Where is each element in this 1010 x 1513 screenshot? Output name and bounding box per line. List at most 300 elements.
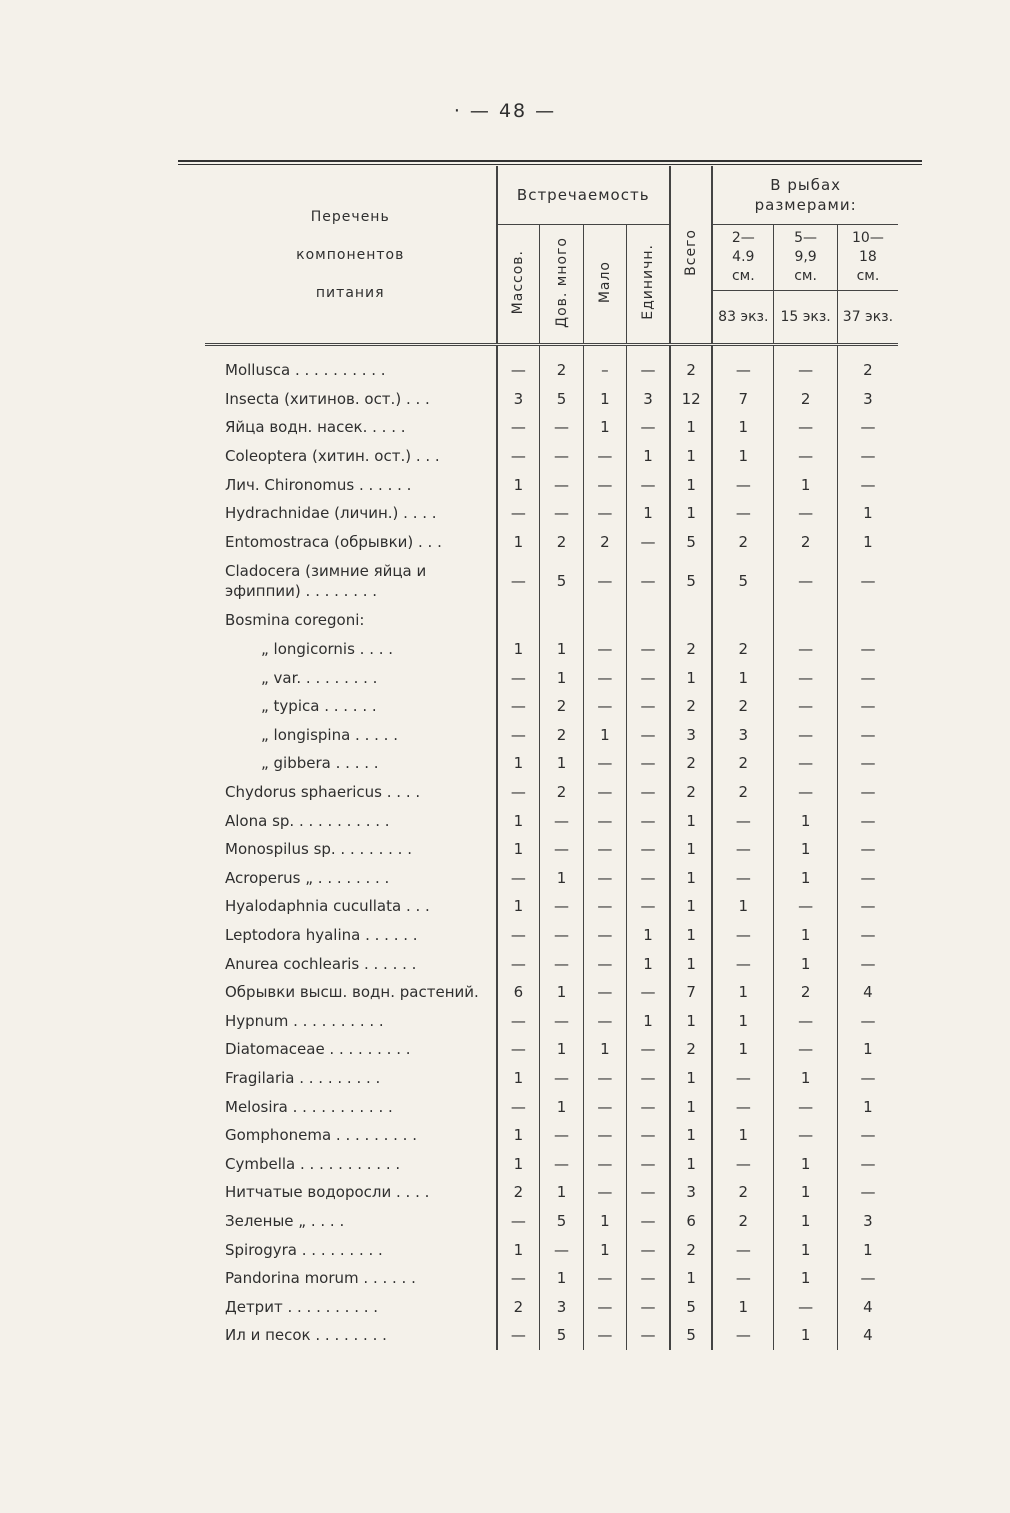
component-name-text: Cladocera (зимние яйца и эфиппии) . . . . . . . . <box>225 562 427 601</box>
occurrence-single-cell: — <box>627 806 670 835</box>
components-header <box>205 166 497 345</box>
fish-small-cell: 1 <box>712 1035 774 1064</box>
occurrence-group-header: Встречаемость <box>497 166 670 225</box>
occurrence-many-cell <box>540 606 583 635</box>
occurrence-many-cell: 1 <box>540 978 583 1007</box>
fish-medium-cell: — <box>774 499 838 528</box>
fish-large-cell: — <box>837 556 898 606</box>
table-row <box>205 606 898 635</box>
table-row <box>205 749 898 778</box>
fish-medium-cell: — <box>774 635 838 664</box>
occurrence-many-cell: 5 <box>540 1321 583 1350</box>
component-name-text: Зеленые „ . . . . <box>225 1211 345 1230</box>
fish-small-cell: — <box>712 470 774 499</box>
fish-small-cell: 2 <box>712 749 774 778</box>
component-name-text: Coleoptera (хитин. ост.) . . . <box>225 447 440 466</box>
fish-small-cell: — <box>712 1264 774 1293</box>
occurrence-few-cell: — <box>583 470 626 499</box>
component-name-text: Anurea cochlearis . . . . . . <box>225 954 417 973</box>
occurrence-many-cell: 3 <box>540 1292 583 1321</box>
table-row <box>205 528 898 557</box>
occurrence-single-cell: — <box>627 1149 670 1178</box>
occurrence-few-cell: — <box>583 1264 626 1293</box>
table-row <box>205 556 898 606</box>
component-name <box>205 1207 497 1236</box>
table-row <box>205 413 898 442</box>
table-row <box>205 692 898 721</box>
occurrence-mass-cell: 1 <box>497 635 540 664</box>
fish-medium-cell: 2 <box>774 978 838 1007</box>
occurrence-few-cell: 1 <box>583 385 626 414</box>
component-name <box>205 921 497 950</box>
occurrence-mass-cell: — <box>497 778 540 807</box>
occurrence-few-cell: — <box>583 749 626 778</box>
occurrence-many-cell: 1 <box>540 1035 583 1064</box>
total-cell: 2 <box>670 1235 712 1264</box>
occurrence-many-cell: 5 <box>540 556 583 606</box>
occurrence-many-header <box>540 225 583 345</box>
total-cell: 1 <box>670 499 712 528</box>
component-name <box>205 1149 497 1178</box>
table-row <box>205 1178 898 1207</box>
occurrence-many-cell: — <box>540 892 583 921</box>
total-cell: 1 <box>670 921 712 950</box>
component-name <box>205 806 497 835</box>
occurrence-mass-cell: 3 <box>497 385 540 414</box>
fish-small-cell: 1 <box>712 1292 774 1321</box>
occurrence-mass-cell: — <box>497 499 540 528</box>
total-cell: 1 <box>670 864 712 893</box>
components-header-label: Перечень компонентов питания <box>296 208 405 301</box>
table-row <box>205 835 898 864</box>
table-row <box>205 978 898 1007</box>
occurrence-mass-cell: 1 <box>497 470 540 499</box>
occurrence-single-cell: — <box>627 663 670 692</box>
component-name-text: Нитчатые водоросли . . . . <box>225 1183 430 1202</box>
occurrence-few-cell: 1 <box>583 1207 626 1236</box>
table-row <box>205 1006 898 1035</box>
component-name <box>205 749 497 778</box>
size-medium-label: 5—9,9 см. <box>794 229 818 284</box>
occurrence-single-cell: 1 <box>627 442 670 471</box>
fish-medium-cell: — <box>774 442 838 471</box>
occurrence-mass-cell: 2 <box>497 1178 540 1207</box>
fish-medium-cell: — <box>774 413 838 442</box>
fish-large-cell: — <box>837 806 898 835</box>
component-name-text: Acroperus „ . . . . . . . . <box>225 868 390 887</box>
occurrence-few-cell: — <box>583 806 626 835</box>
occurrence-many-cell: — <box>540 1064 583 1093</box>
size-large-label: 10—18 см. <box>852 229 884 284</box>
total-cell: 1 <box>670 1064 712 1093</box>
food-components-table-container <box>205 166 898 1350</box>
total-cell: 5 <box>670 556 712 606</box>
occurrence-mass-cell: — <box>497 1035 540 1064</box>
occurrence-many-label: Дов. много <box>553 236 570 328</box>
fish-medium-cell: 1 <box>774 921 838 950</box>
size-header-small <box>712 225 774 291</box>
fish-large-cell: — <box>837 864 898 893</box>
occurrence-few-cell: — <box>583 892 626 921</box>
table-row <box>205 892 898 921</box>
fish-large-cell <box>837 606 898 635</box>
total-cell: 1 <box>670 949 712 978</box>
fish-small-cell: — <box>712 835 774 864</box>
component-name <box>205 778 497 807</box>
count-header-large: 37 экз. <box>837 290 898 344</box>
occurrence-few-cell: — <box>583 835 626 864</box>
fish-large-cell: — <box>837 749 898 778</box>
occurrence-many-cell: — <box>540 1006 583 1035</box>
table-row <box>205 778 898 807</box>
total-cell: 1 <box>670 413 712 442</box>
occurrence-single-cell <box>627 606 670 635</box>
fish-large-cell: — <box>837 635 898 664</box>
component-name-text: Monospilus sp. . . . . . . . . <box>225 840 412 859</box>
fish-medium-cell: — <box>774 721 838 750</box>
fish-medium-cell: — <box>774 1121 838 1150</box>
total-cell: 2 <box>670 692 712 721</box>
occurrence-few-cell: — <box>583 1006 626 1035</box>
top-rule <box>178 160 922 165</box>
fish-large-cell: — <box>837 1006 898 1035</box>
component-name <box>205 835 497 864</box>
occurrence-many-cell: 1 <box>540 635 583 664</box>
occurrence-many-cell: 1 <box>540 1092 583 1121</box>
fish-size-group-label: В рыбах размерами: <box>754 176 857 214</box>
occurrence-single-cell: — <box>627 721 670 750</box>
occurrence-few-cell: — <box>583 1292 626 1321</box>
occurrence-mass-cell: — <box>497 949 540 978</box>
component-name-text: Детрит . . . . . . . . . . <box>225 1297 379 1316</box>
table-row <box>205 470 898 499</box>
occurrence-few-cell <box>583 606 626 635</box>
component-name <box>205 663 497 692</box>
component-name <box>205 1006 497 1035</box>
total-cell: 3 <box>670 1178 712 1207</box>
component-name <box>205 413 497 442</box>
fish-large-cell: — <box>837 1149 898 1178</box>
component-name <box>205 1321 497 1350</box>
occurrence-many-cell: 2 <box>540 721 583 750</box>
fish-large-cell: — <box>837 663 898 692</box>
occurrence-mass-cell: 1 <box>497 1149 540 1178</box>
occurrence-mass-cell: 1 <box>497 528 540 557</box>
component-name-text: Spirogyra . . . . . . . . . <box>225 1240 383 1259</box>
component-name-text: Diatomaceae . . . . . . . . . <box>225 1040 411 1059</box>
occurrence-many-cell: 1 <box>540 864 583 893</box>
occurrence-mass-cell: — <box>497 1207 540 1236</box>
total-header <box>670 166 712 345</box>
table-header <box>205 166 898 345</box>
fish-medium-cell: 1 <box>774 835 838 864</box>
occurrence-single-cell: — <box>627 1178 670 1207</box>
fish-medium-cell: — <box>774 778 838 807</box>
fish-large-cell: 1 <box>837 1092 898 1121</box>
fish-small-cell: 1 <box>712 663 774 692</box>
fish-medium-cell: — <box>774 1035 838 1064</box>
occurrence-few-cell: — <box>583 921 626 950</box>
component-name-text: Alona sp. . . . . . . . . . . <box>225 811 390 830</box>
total-cell: 2 <box>670 749 712 778</box>
occurrence-mass-cell: 1 <box>497 1121 540 1150</box>
occurrence-single-cell: — <box>627 1092 670 1121</box>
fish-small-cell: 3 <box>712 721 774 750</box>
fish-small-cell <box>712 606 774 635</box>
component-name <box>205 385 497 414</box>
fish-large-cell: — <box>837 778 898 807</box>
occurrence-mass-cell: — <box>497 692 540 721</box>
fish-large-cell: 2 <box>837 356 898 385</box>
total-cell: 1 <box>670 892 712 921</box>
table-row <box>205 663 898 692</box>
fish-medium-cell: 1 <box>774 806 838 835</box>
component-name-text: Fragilaria . . . . . . . . . <box>225 1068 381 1087</box>
total-cell: 1 <box>670 1121 712 1150</box>
occurrence-single-cell: — <box>627 528 670 557</box>
fish-medium-cell: — <box>774 692 838 721</box>
table-row <box>205 1207 898 1236</box>
table-row <box>205 1092 898 1121</box>
fish-small-cell: — <box>712 1235 774 1264</box>
component-name-text: „ longispina . . . . . <box>261 725 398 744</box>
fish-medium-cell: 1 <box>774 1149 838 1178</box>
component-name <box>205 1092 497 1121</box>
occurrence-few-cell: — <box>583 1121 626 1150</box>
component-name <box>205 528 497 557</box>
fish-size-group-header <box>712 166 898 225</box>
fish-small-cell: 1 <box>712 1006 774 1035</box>
fish-large-cell: — <box>837 1264 898 1293</box>
occurrence-mass-cell: — <box>497 356 540 385</box>
fish-medium-cell: — <box>774 1292 838 1321</box>
table-row <box>205 499 898 528</box>
component-name-text: Leptodora hyalina . . . . . . <box>225 925 418 944</box>
fish-small-cell: 2 <box>712 1207 774 1236</box>
total-cell: 12 <box>670 385 712 414</box>
fish-large-cell: — <box>837 949 898 978</box>
component-name-text: Ил и песок . . . . . . . . <box>225 1326 387 1345</box>
size-header-large <box>837 225 898 291</box>
occurrence-few-cell: — <box>583 1178 626 1207</box>
total-cell: 1 <box>670 806 712 835</box>
occurrence-mass-cell: — <box>497 1006 540 1035</box>
occurrence-single-cell: — <box>627 1064 670 1093</box>
fish-medium-cell: 1 <box>774 470 838 499</box>
fish-medium-cell: 2 <box>774 385 838 414</box>
occurrence-mass-cell: 2 <box>497 1292 540 1321</box>
table-row <box>205 806 898 835</box>
table-body <box>205 345 898 1350</box>
component-name <box>205 356 497 385</box>
component-name-text: Яйца водн. насек. . . . . <box>225 418 406 437</box>
occurrence-few-cell: 1 <box>583 1035 626 1064</box>
occurrence-many-cell: 1 <box>540 1178 583 1207</box>
total-cell: 1 <box>670 835 712 864</box>
fish-small-cell: 2 <box>712 528 774 557</box>
fish-medium-cell: 1 <box>774 1264 838 1293</box>
table-row <box>205 1121 898 1150</box>
occurrence-single-cell: — <box>627 1321 670 1350</box>
component-name-text: Entomostraca (обрывки) . . . <box>225 532 442 551</box>
fish-small-cell: 1 <box>712 892 774 921</box>
component-name-text: Hydrachnidae (личин.) . . . . <box>225 504 437 523</box>
component-name <box>205 1235 497 1264</box>
component-name-text: Melosira . . . . . . . . . . . <box>225 1097 393 1116</box>
occurrence-many-cell: — <box>540 470 583 499</box>
component-name <box>205 949 497 978</box>
component-name-text: Pandorina morum . . . . . . <box>225 1269 416 1288</box>
occurrence-few-cell: — <box>583 663 626 692</box>
total-cell: 2 <box>670 356 712 385</box>
page-number: · — 48 — <box>453 100 557 122</box>
total-cell: 5 <box>670 1292 712 1321</box>
occurrence-few-label: Мало <box>596 260 613 304</box>
fish-large-cell: 3 <box>837 1207 898 1236</box>
occurrence-single-cell: — <box>627 1035 670 1064</box>
occurrence-single-cell: — <box>627 1292 670 1321</box>
occurrence-mass-cell: 1 <box>497 892 540 921</box>
occurrence-many-cell: 1 <box>540 663 583 692</box>
occurrence-many-cell: 2 <box>540 692 583 721</box>
component-name-text: „ typica . . . . . . <box>261 697 377 716</box>
table-row <box>205 1321 898 1350</box>
component-name <box>205 499 497 528</box>
table-row <box>205 385 898 414</box>
fish-small-cell: 1 <box>712 413 774 442</box>
occurrence-many-cell: 5 <box>540 1207 583 1236</box>
occurrence-many-cell: 1 <box>540 749 583 778</box>
fish-small-cell: 1 <box>712 1121 774 1150</box>
total-cell: 2 <box>670 1035 712 1064</box>
total-cell: 1 <box>670 663 712 692</box>
fish-medium-cell: 1 <box>774 949 838 978</box>
component-name-text: Bosmina coregoni: <box>225 611 365 630</box>
table-row <box>205 356 898 385</box>
fish-large-cell: — <box>837 413 898 442</box>
fish-small-cell: — <box>712 1092 774 1121</box>
occurrence-single-cell: — <box>627 1264 670 1293</box>
occurrence-single-cell: — <box>627 892 670 921</box>
fish-medium-cell: 1 <box>774 1064 838 1093</box>
fish-small-cell: — <box>712 1321 774 1350</box>
fish-small-cell: — <box>712 864 774 893</box>
occurrence-few-cell: 1 <box>583 721 626 750</box>
table-row <box>205 442 898 471</box>
component-name <box>205 1035 497 1064</box>
component-name <box>205 1264 497 1293</box>
component-name-text: Hypnum . . . . . . . . . . <box>225 1011 384 1030</box>
table-row <box>205 635 898 664</box>
occurrence-few-header <box>583 225 626 345</box>
total-cell: 1 <box>670 1006 712 1035</box>
total-cell: 2 <box>670 778 712 807</box>
fish-small-cell: 1 <box>712 442 774 471</box>
component-name <box>205 721 497 750</box>
occurrence-many-cell: 5 <box>540 385 583 414</box>
occurrence-mass-cell: 1 <box>497 1235 540 1264</box>
occurrence-mass-cell: — <box>497 663 540 692</box>
occurrence-many-cell: — <box>540 442 583 471</box>
occurrence-few-cell: — <box>583 778 626 807</box>
occurrence-many-cell: 2 <box>540 528 583 557</box>
fish-large-cell: — <box>837 1121 898 1150</box>
fish-large-cell: 4 <box>837 978 898 1007</box>
occurrence-mass-header <box>497 225 540 345</box>
total-cell: 3 <box>670 721 712 750</box>
component-name-text: „ var. . . . . . . . . <box>261 668 378 687</box>
component-name-text: Обрывки высш. водн. растений. <box>225 983 479 1002</box>
occurrence-single-cell: 3 <box>627 385 670 414</box>
occurrence-single-cell: — <box>627 356 670 385</box>
component-name <box>205 1178 497 1207</box>
occurrence-single-cell: — <box>627 413 670 442</box>
occurrence-single-header <box>627 225 670 345</box>
fish-small-cell: 2 <box>712 635 774 664</box>
fish-large-cell: 4 <box>837 1321 898 1350</box>
component-name <box>205 1292 497 1321</box>
occurrence-mass-label: Массов. <box>510 249 527 315</box>
occurrence-mass-cell: — <box>497 921 540 950</box>
fish-small-cell: 7 <box>712 385 774 414</box>
occurrence-few-cell: — <box>583 442 626 471</box>
fish-small-cell: — <box>712 806 774 835</box>
count-header-medium: 15 экз. <box>774 290 838 344</box>
fish-medium-cell: 1 <box>774 1178 838 1207</box>
fish-small-cell: 1 <box>712 978 774 1007</box>
component-name-text: Mollusca . . . . . . . . . . <box>225 361 386 380</box>
occurrence-many-cell: — <box>540 949 583 978</box>
fish-large-cell: 1 <box>837 1235 898 1264</box>
table-row <box>205 1035 898 1064</box>
fish-large-cell: — <box>837 692 898 721</box>
table-row <box>205 1149 898 1178</box>
occurrence-few-cell: 1 <box>583 413 626 442</box>
occurrence-single-label: Единичн. <box>640 244 657 320</box>
occurrence-many-cell: — <box>540 1121 583 1150</box>
fish-medium-cell <box>774 606 838 635</box>
fish-medium-cell: — <box>774 663 838 692</box>
component-name-text: Лич. Chironomus . . . . . . <box>225 475 412 494</box>
fish-large-cell: — <box>837 892 898 921</box>
occurrence-single-cell: — <box>627 635 670 664</box>
total-cell: 7 <box>670 978 712 1007</box>
component-name-text: „ gibbera . . . . . <box>261 754 379 773</box>
occurrence-single-cell: — <box>627 978 670 1007</box>
fish-large-cell: — <box>837 1178 898 1207</box>
occurrence-few-cell: — <box>583 556 626 606</box>
fish-large-cell: 3 <box>837 385 898 414</box>
occurrence-single-cell: 1 <box>627 949 670 978</box>
occurrence-few-cell: — <box>583 499 626 528</box>
component-name <box>205 556 497 606</box>
table-row <box>205 949 898 978</box>
header-separator <box>205 345 898 357</box>
occurrence-few-cell: 1 <box>583 1235 626 1264</box>
occurrence-many-cell: 1 <box>540 1264 583 1293</box>
fish-small-cell: 5 <box>712 556 774 606</box>
component-name <box>205 470 497 499</box>
total-cell: 2 <box>670 635 712 664</box>
total-header-label: Всего <box>683 229 700 276</box>
occurrence-single-cell: — <box>627 692 670 721</box>
table-row <box>205 1292 898 1321</box>
occurrence-few-cell: — <box>583 978 626 1007</box>
occurrence-few-cell: — <box>583 1321 626 1350</box>
occurrence-few-cell: — <box>583 1092 626 1121</box>
occurrence-many-cell: — <box>540 806 583 835</box>
table-row <box>205 1064 898 1093</box>
